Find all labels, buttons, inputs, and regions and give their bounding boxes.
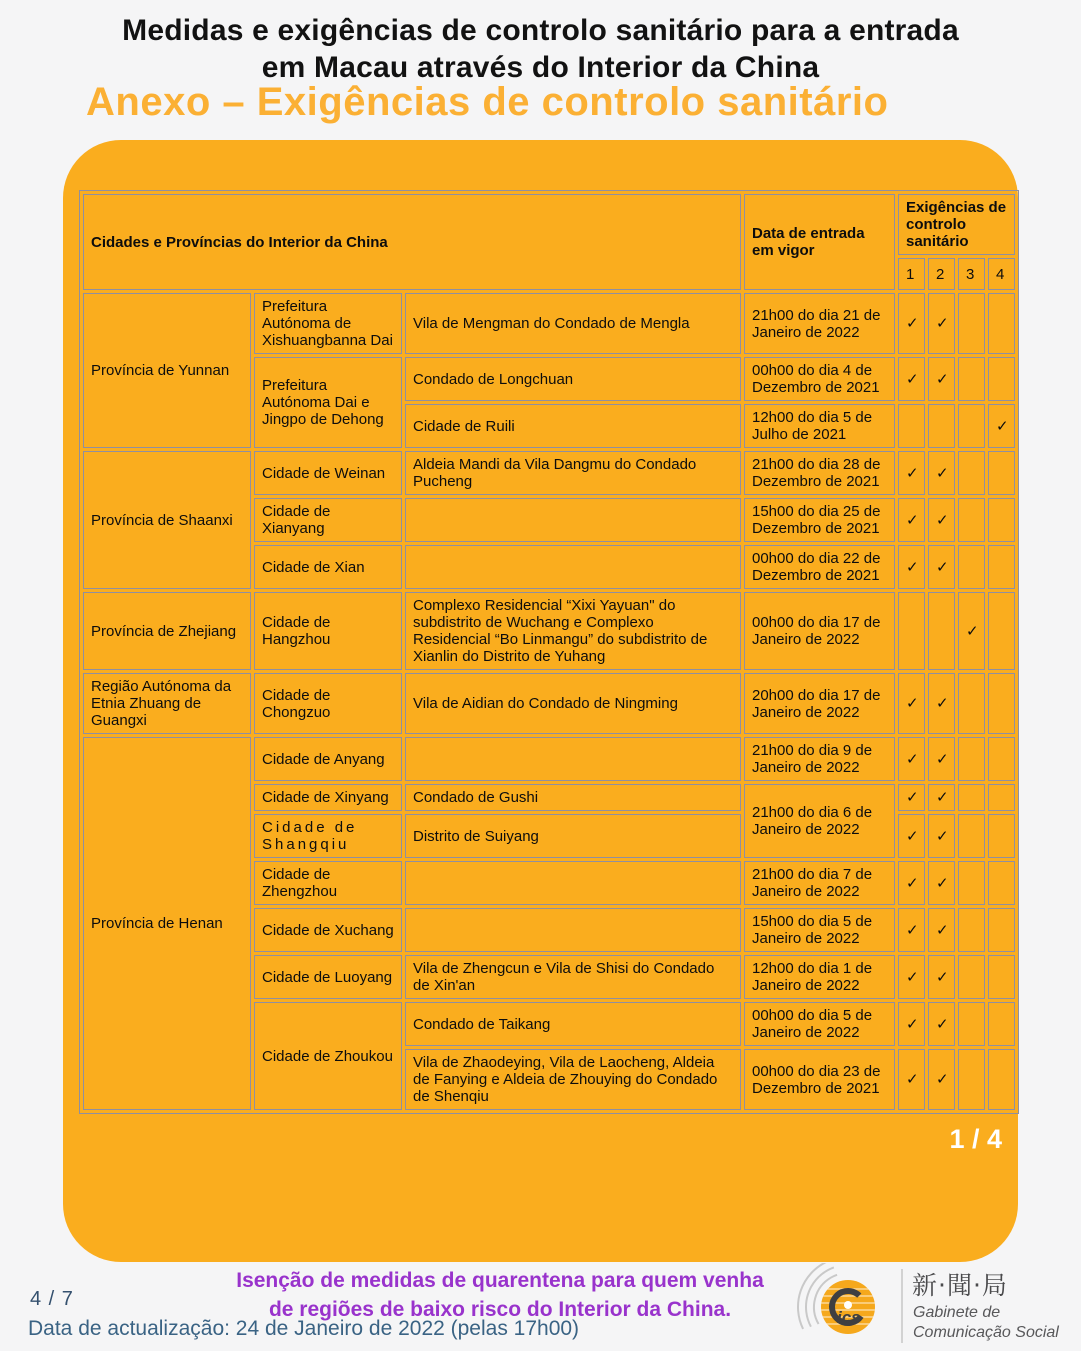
- locality-cell: [405, 861, 741, 905]
- table-row: [83, 293, 1015, 354]
- check-1: ✓: [898, 293, 925, 354]
- check-2: ✓: [928, 814, 955, 858]
- date-cell: 21h00 do dia 28 de Dezembro de 2021: [744, 451, 895, 495]
- check-1: ✓: [898, 814, 925, 858]
- province-cell: Região Autónoma da Etnia Zhuang de Guangxi: [83, 673, 251, 734]
- check-1: ✓: [898, 673, 925, 734]
- check-1: ✓: [898, 545, 925, 589]
- date-cell: 20h00 do dia 17 de Janeiro de 2022: [744, 673, 895, 734]
- page-title-line2: em Macau através do Interior da China: [261, 51, 820, 84]
- gcs-acronym: ics: [837, 1308, 861, 1327]
- province-cell: Província de Shaanxi: [83, 451, 251, 589]
- table-row: [83, 673, 1015, 734]
- check-3: [958, 784, 985, 811]
- page-title-line1: Medidas e exigências de controlo sanitário para a entrada: [122, 14, 959, 47]
- header-req-4: 4: [988, 258, 1015, 290]
- table-row: [83, 737, 1015, 781]
- page-title: [0, 12, 1081, 86]
- province-cell: Província de Henan: [83, 737, 251, 1110]
- locality-cell: Vila de Zhengcun e Vila de Shisi do Condado de Xin'an: [405, 955, 741, 999]
- city-cell: Cidade de Zhoukou: [254, 1002, 402, 1110]
- check-1: ✓: [898, 955, 925, 999]
- check-4: [988, 784, 1015, 811]
- prefecture-cell: Prefeitura Autónoma Dai e Jingpo de Dehong: [254, 357, 402, 448]
- province-cell: Província de Yunnan: [83, 293, 251, 448]
- check-2: ✓: [928, 908, 955, 952]
- date-cell: 00h00 do dia 5 de Janeiro de 2022: [744, 1002, 895, 1046]
- check-4: [988, 814, 1015, 858]
- date-cell: 21h00 do dia 21 de Janeiro de 2022: [744, 293, 895, 354]
- city-cell: Cidade de Anyang: [254, 737, 402, 781]
- check-3: [958, 861, 985, 905]
- check-2: ✓: [928, 451, 955, 495]
- check-3: [958, 293, 985, 354]
- header-req-1: 1: [898, 258, 925, 290]
- check-2: ✓: [928, 861, 955, 905]
- locality-cell: Condado de Longchuan: [405, 357, 741, 401]
- check-2: ✓: [928, 955, 955, 999]
- header-row-1: [83, 194, 1015, 255]
- date-cell: 15h00 do dia 25 de Dezembro de 2021: [744, 498, 895, 542]
- check-3: [958, 404, 985, 448]
- check-2: ✓: [928, 784, 955, 811]
- table-page-indicator: 1 / 4: [949, 1124, 1002, 1154]
- date-cell: 21h00 do dia 9 de Janeiro de 2022: [744, 737, 895, 781]
- locality-cell: Aldeia Mandi da Vila Dangmu do Condado Pucheng: [405, 451, 741, 495]
- check-4: [988, 737, 1015, 781]
- locality-cell: Vila de Zhaodeying, Vila de Laocheng, Aldeia de Fanying e Aldeia de Zhouying do Condado de Shenqiu: [405, 1049, 741, 1110]
- date-cell: 00h00 do dia 4 de Dezembro de 2021: [744, 357, 895, 401]
- table-row: [83, 592, 1015, 670]
- check-1: ✓: [898, 357, 925, 401]
- orange-panel: [63, 140, 1018, 1262]
- update-date: Data de actualização: 24 de Janeiro de 2022 (pelas 17h00): [28, 1317, 580, 1340]
- check-1: ✓: [898, 737, 925, 781]
- header-cities: Cidades e Províncias do Interior da China: [83, 194, 741, 290]
- exemption-note-line2: de regiões de baixo risco do Interior da China.: [268, 1298, 732, 1321]
- check-2: ✓: [928, 293, 955, 354]
- prefecture-cell: Prefeitura Autónoma de Xishuangbanna Dai: [254, 293, 402, 354]
- city-cell: Cidade de Xian: [254, 545, 402, 589]
- locality-cell: Distrito de Suiyang: [405, 814, 741, 858]
- table-row: [83, 451, 1015, 495]
- check-3: [958, 1049, 985, 1110]
- table-header: [83, 194, 1015, 290]
- date-cell: 00h00 do dia 23 de Dezembro de 2021: [744, 1049, 895, 1110]
- check-4: [988, 545, 1015, 589]
- date-cell: 12h00 do dia 1 de Janeiro de 2022: [744, 955, 895, 999]
- check-4: [988, 451, 1015, 495]
- check-3: [958, 908, 985, 952]
- check-1: ✓: [898, 498, 925, 542]
- city-cell: Cidade de Shangqiu: [254, 814, 402, 858]
- locality-cell: [405, 737, 741, 781]
- check-1: [898, 404, 925, 448]
- check-4: [988, 498, 1015, 542]
- check-3: [958, 451, 985, 495]
- date-cell: 21h00 do dia 6 de Janeiro de 2022: [744, 784, 895, 858]
- check-1: [898, 592, 925, 670]
- date-cell: 21h00 do dia 7 de Janeiro de 2022: [744, 861, 895, 905]
- check-2: ✓: [928, 737, 955, 781]
- check-1: ✓: [898, 451, 925, 495]
- city-cell: Cidade de Weinan: [254, 451, 402, 495]
- date-cell: 00h00 do dia 17 de Janeiro de 2022: [744, 592, 895, 670]
- check-2: [928, 404, 955, 448]
- check-4: [988, 861, 1015, 905]
- gcs-logo: [793, 1263, 1073, 1351]
- gcs-logo-graphic: [793, 1263, 1073, 1349]
- city-cell: Cidade de Hangzhou: [254, 592, 402, 670]
- locality-cell: [405, 545, 741, 589]
- check-3: [958, 545, 985, 589]
- check-3: [958, 498, 985, 542]
- province-cell: Província de Zhejiang: [83, 592, 251, 670]
- header-requirements: Exigências de controlo sanitário: [898, 194, 1015, 255]
- header-entry-date: Data de entrada em vigor: [744, 194, 895, 290]
- logo-chinese-name: 新‧聞‧局: [912, 1271, 1008, 1300]
- city-cell: Cidade de Xianyang: [254, 498, 402, 542]
- check-4: [988, 673, 1015, 734]
- logo-divider: [901, 1269, 903, 1343]
- city-cell: Cidade de Chongzuo: [254, 673, 402, 734]
- logo-org-line2: Comunicação Social: [913, 1324, 1059, 1341]
- locality-cell: [405, 498, 741, 542]
- date-cell: 12h00 do dia 5 de Julho de 2021: [744, 404, 895, 448]
- gcs-circle-icon: [821, 1280, 875, 1334]
- locality-cell: Complexo Residencial “Xixi Yayuan" do subdistrito de Wuchang e Complexo Residencial “Bo Linmangu” do subdistrito de Xianlin do Distrito de Yuhang: [405, 592, 741, 670]
- date-cell: 00h00 do dia 22 de Dezembro de 2021: [744, 545, 895, 589]
- city-cell: Cidade de Xuchang: [254, 908, 402, 952]
- check-3: [958, 814, 985, 858]
- locality-cell: Vila de Aidian do Condado de Ningming: [405, 673, 741, 734]
- header-req-2: 2: [928, 258, 955, 290]
- check-3: [958, 357, 985, 401]
- check-3: [958, 955, 985, 999]
- city-cell: Cidade de Xinyang: [254, 784, 402, 811]
- locality-cell: [405, 908, 741, 952]
- check-4: [988, 955, 1015, 999]
- check-1: ✓: [898, 908, 925, 952]
- check-1: ✓: [898, 784, 925, 811]
- locality-cell: Cidade de Ruili: [405, 404, 741, 448]
- city-cell: Cidade de Zhengzhou: [254, 861, 402, 905]
- check-4: [988, 908, 1015, 952]
- check-2: ✓: [928, 673, 955, 734]
- check-4: [988, 592, 1015, 670]
- check-2: ✓: [928, 1049, 955, 1110]
- logo-org-line1: Gabinete de: [913, 1304, 1001, 1321]
- check-4: [988, 293, 1015, 354]
- check-4: [988, 1002, 1015, 1046]
- annex-subtitle: Anexo – Exigências de controlo sanitário: [86, 80, 889, 124]
- check-2: ✓: [928, 357, 955, 401]
- check-1: ✓: [898, 1049, 925, 1110]
- check-2: ✓: [928, 1002, 955, 1046]
- check-3: [958, 737, 985, 781]
- check-4: ✓: [988, 404, 1015, 448]
- header-req-3: 3: [958, 258, 985, 290]
- locality-cell: Condado de Taikang: [405, 1002, 741, 1046]
- table-body: [83, 293, 1015, 1110]
- document-page-number: 4 / 7: [30, 1288, 74, 1310]
- check-2: [928, 592, 955, 670]
- city-cell: Cidade de Luoyang: [254, 955, 402, 999]
- date-cell: 15h00 do dia 5 de Janeiro de 2022: [744, 908, 895, 952]
- check-4: [988, 1049, 1015, 1110]
- exemption-note-line1: Isenção de medidas de quarentena para quem venha: [236, 1269, 764, 1292]
- check-3: [958, 673, 985, 734]
- check-1: ✓: [898, 1002, 925, 1046]
- locality-cell: Vila de Mengman do Condado de Mengla: [405, 293, 741, 354]
- sanitary-requirements-table: [79, 190, 1019, 1114]
- locality-cell: Condado de Gushi: [405, 784, 741, 811]
- check-1: ✓: [898, 861, 925, 905]
- exemption-note: [170, 1266, 830, 1324]
- check-3: [958, 1002, 985, 1046]
- check-2: ✓: [928, 498, 955, 542]
- check-3: ✓: [958, 592, 985, 670]
- check-2: ✓: [928, 545, 955, 589]
- check-4: [988, 357, 1015, 401]
